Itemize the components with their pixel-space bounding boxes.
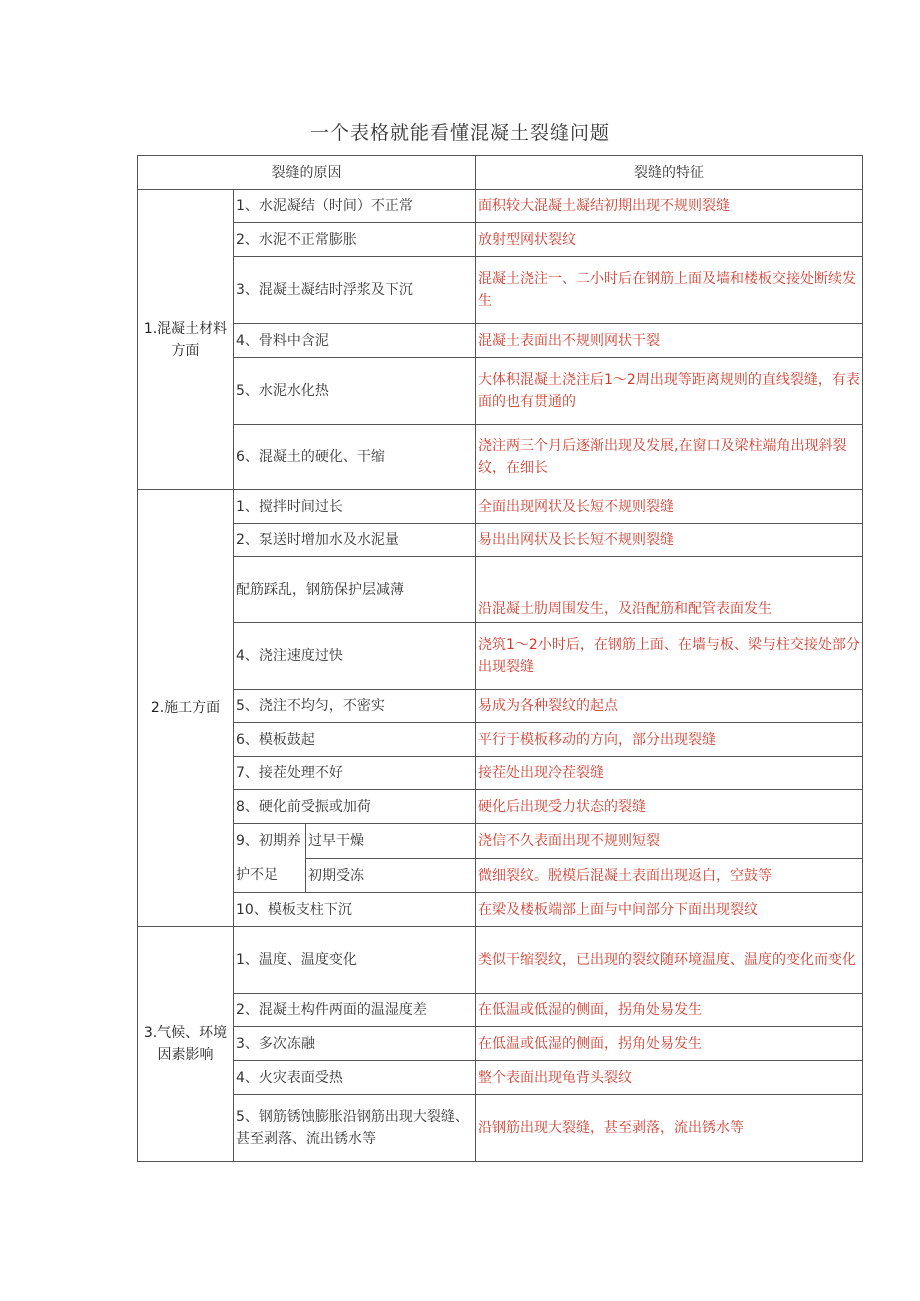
cause-cell: 6、模板鼓起 [234, 723, 476, 757]
feature-cell: 放射型网状裂纹 [476, 223, 863, 257]
feature-cell: 在梁及楼板端部上面与中间部分下面出现裂纹 [476, 893, 863, 927]
cause-cell: 10、模板支柱下沉 [234, 893, 476, 927]
cause-cell: 6、混凝土的硬化、干缩 [234, 425, 476, 490]
sub-cause-cell: 初期受冻 [306, 859, 476, 893]
feature-cell: 浇筑1～2小时后，在钢筋上面、在墙与板、梁与柱交接处部分出现裂缝 [476, 623, 863, 690]
feature-cell: 易出出网状及长长短不规则裂缝 [476, 524, 863, 557]
cause-cell: 8、硬化前受振或加荷 [234, 790, 476, 824]
feature-cell: 平行于模板移动的方向，部分出现裂缝 [476, 723, 863, 757]
feature-cell: 面积较大混凝土凝结初期出现不规则裂缝 [476, 190, 863, 223]
feature-cell: 在低温或低湿的侧面，拐角处易发生 [476, 1027, 863, 1061]
feature-cell: 整个表面出现龟背头裂纹 [476, 1061, 863, 1095]
feature-cell: 接茬处出现冷茬裂缝 [476, 757, 863, 790]
cause-cell: 2、泵送时增加水及水泥量 [234, 524, 476, 557]
feature-cell: 混凝土浇注一、二小时后在钢筋上面及墙和楼板交接处断续发生 [476, 257, 863, 324]
feature-cell: 大体积混凝土浇注后1～2周出现等距离规则的直线裂缝，有表面的也有贯通的 [476, 358, 863, 425]
cause-cell: 4、骨料中含泥 [234, 324, 476, 358]
header-feature: 裂缝的特征 [476, 156, 863, 190]
feature-cell: 微细裂纹。脱模后混凝土表面出现返白，空鼓等 [476, 859, 863, 893]
feature-cell: 浇信不久表面出现不规则短裂 [476, 824, 863, 859]
cause-cell: 4、火灾表面受热 [234, 1061, 476, 1095]
sub-cause-cell: 过早干燥 [306, 824, 476, 859]
cause-cell: 3、混凝土凝结时浮浆及下沉 [234, 257, 476, 324]
category-climate: 3.气候、环境因素影响 [138, 927, 234, 1162]
cause-cell: 5、水泥水化热 [234, 358, 476, 425]
feature-cell: 易成为各种裂纹的起点 [476, 690, 863, 723]
feature-cell: 混凝土表面出不规则网状干裂 [476, 324, 863, 358]
cause-cell-curing: 9、初期养护不足 [234, 824, 306, 893]
header-cause: 裂缝的原因 [138, 156, 476, 190]
category-construction: 2.施工方面 [138, 490, 234, 927]
cause-cell: 1、水泥凝结（时间）不正常 [234, 190, 476, 223]
cause-cell: 3、多次冻融 [234, 1027, 476, 1061]
crack-table [137, 155, 863, 1162]
cause-cell: 5、钢筋锈蚀膨胀沿钢筋出现大裂缝、甚至剥落、流出锈水等 [234, 1095, 476, 1162]
page-title: 一个表格就能看懂混凝土裂缝问题 [309, 122, 610, 144]
cause-cell: 4、浇注速度过快 [234, 623, 476, 690]
category-materials: 1.混凝土材料方面 [138, 190, 234, 490]
feature-cell: 类似干缩裂纹，已出现的裂纹随环境温度、温度的变化而变化 [476, 927, 863, 994]
cause-cell: 1、温度、温度变化 [234, 927, 476, 994]
feature-cell: 沿混凝土肋周围发生，及沿配筋和配管表面发生 [476, 557, 863, 623]
cause-cell: 7、接茬处理不好 [234, 757, 476, 790]
feature-cell: 在低温或低湿的侧面，拐角处易发生 [476, 994, 863, 1027]
feature-cell: 浇注两三个月后逐渐出现及发展,在窗口及梁柱端角出现斜裂纹，在细长 [476, 425, 863, 490]
cause-cell: 配筋踩乱，钢筋保护层减薄 [234, 557, 476, 623]
cause-cell: 2、混凝土构件两面的温湿度差 [234, 994, 476, 1027]
cause-cell: 5、浇注不均匀，不密实 [234, 690, 476, 723]
feature-cell: 全面出现网状及长短不规则裂缝 [476, 490, 863, 524]
cause-cell: 2、水泥不正常膨胀 [234, 223, 476, 257]
feature-cell: 沿钢筋出现大裂缝，甚至剥落，流出锈水等 [476, 1095, 863, 1162]
cause-cell: 1、搅拌时间过长 [234, 490, 476, 524]
feature-cell: 硬化后出现受力状态的裂缝 [476, 790, 863, 824]
